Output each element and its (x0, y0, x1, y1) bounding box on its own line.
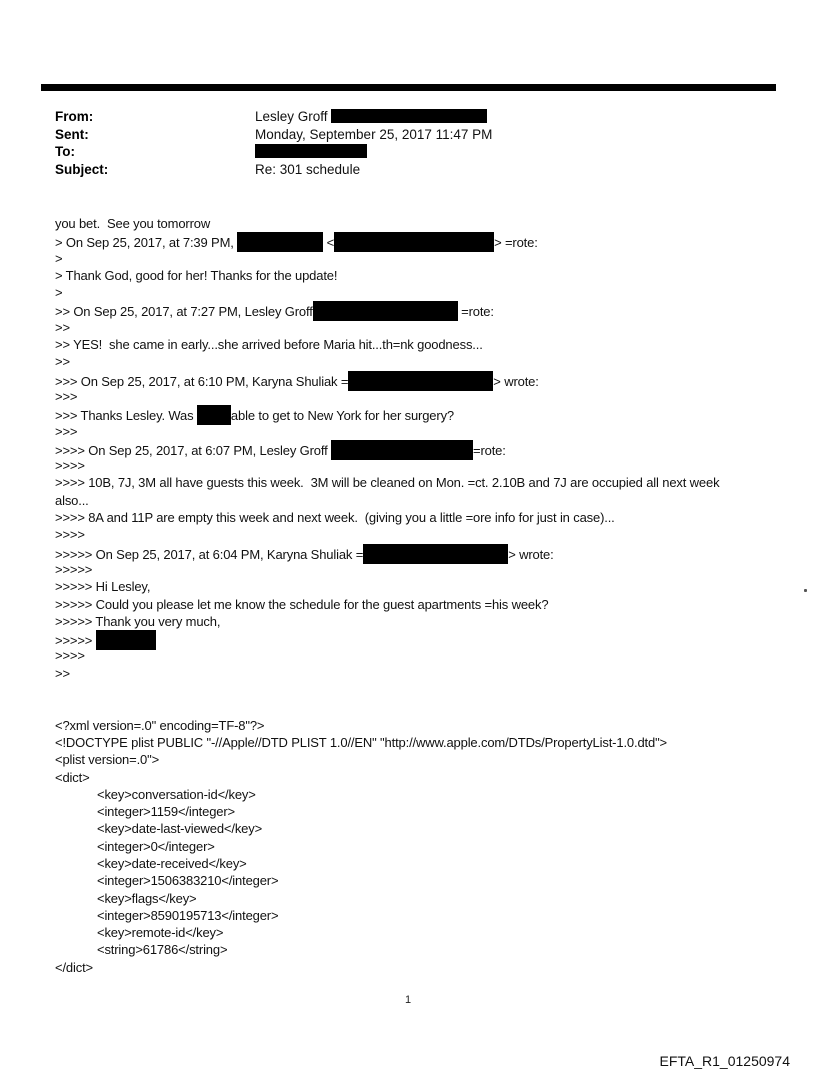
text-segment: <key>remote-id</key> (97, 925, 224, 941)
text-segment: > (55, 285, 63, 301)
body-line (55, 665, 805, 682)
body-line (55, 647, 805, 664)
text-segment: >>>> (55, 527, 85, 543)
body-line (55, 855, 805, 872)
text-segment: > (55, 250, 63, 266)
body-line (55, 890, 805, 907)
body-line (55, 405, 805, 422)
body-line (55, 924, 805, 941)
text-segment: <key>flags</key> (97, 890, 197, 906)
body-line (55, 440, 805, 457)
body-line (55, 578, 805, 595)
text-segment: able to get to New York for her surgery? (230, 408, 454, 424)
header-divider-bar (41, 84, 776, 91)
email-body (55, 215, 805, 976)
text-segment: <integer>1159</integer> (97, 804, 235, 820)
text-segment: <plist version=.0"> (55, 752, 160, 768)
text-segment: =rote: (473, 442, 506, 458)
text-segment: >>>>> Thank you very much, (55, 613, 221, 629)
text-segment: >>> (55, 388, 78, 404)
body-line (55, 941, 805, 958)
text-segment: >>>> 10B, 7J, 3M all have guests this week. 3M will be cleaned on Mon. =ct. 2.10B and 7J are occupied all next week (55, 475, 720, 491)
body-line (55, 838, 805, 855)
text-segment: <integer>8590195713</integer> (97, 907, 279, 923)
text-segment: > wrote: (493, 373, 539, 389)
text-segment: > Thank God, good for her! Thanks for the update! (55, 267, 338, 283)
body-line (55, 872, 805, 889)
text-segment: >>>> 8A and 11P are empty this week and next week. (giving you a little =ore info for just in case)... (55, 510, 615, 526)
body-line (55, 596, 805, 613)
header-field-label: Subject: (55, 161, 109, 177)
page-number: 1 (404, 994, 412, 1006)
body-line (55, 353, 805, 370)
text-segment: <?xml version=.0" encoding=TF-8"?> (55, 717, 265, 733)
redaction-bar (331, 109, 487, 123)
text-segment: >> (55, 319, 70, 335)
header-row (55, 108, 775, 126)
text-segment: >>>>> Hi Lesley, (55, 579, 151, 595)
header-row (55, 126, 775, 144)
header-field-value (255, 161, 360, 179)
text-segment: Lesley Groff (255, 109, 332, 124)
text-segment: >>>> (55, 648, 85, 664)
text-segment: >>> Thanks Lesley. Was (55, 408, 197, 424)
text-segment: <key>conversation-id</key> (97, 786, 256, 802)
body-line (55, 492, 805, 509)
body-line (55, 803, 805, 820)
header-field-label: Sent: (55, 126, 89, 142)
body-line (55, 284, 805, 301)
email-header (55, 108, 775, 178)
redaction-bar (313, 301, 458, 321)
body-line (55, 751, 805, 768)
text-segment: >>> (55, 423, 78, 439)
body-line (55, 907, 805, 924)
header-field-label: To: (55, 144, 75, 159)
header-row (55, 143, 775, 161)
text-segment: >>>>> On Sep 25, 2017, at 6:04 PM, Karyna Shuliak = (55, 546, 364, 562)
redaction-bar (348, 371, 493, 391)
text-segment: <integer>1506383210</integer> (97, 873, 279, 889)
text-segment: <dict> (55, 769, 90, 785)
body-line (55, 544, 805, 561)
redaction-bar (96, 630, 156, 650)
body-line (55, 613, 805, 630)
body-line (55, 336, 805, 353)
body-line (55, 820, 805, 837)
body-line (55, 959, 805, 976)
header-field-value (255, 126, 492, 144)
body-line (55, 371, 805, 388)
text-segment: > On Sep 25, 2017, at 7:39 PM, (55, 235, 238, 251)
text-segment: >> On Sep 25, 2017, at 7:27 PM, Lesley Groff (55, 304, 313, 320)
scan-artifact-dot (804, 589, 807, 592)
text-segment: >> (55, 354, 70, 370)
text-segment: Re: 301 schedule (255, 161, 361, 177)
redaction-bar (237, 232, 323, 252)
body-line (55, 267, 805, 284)
header-row (55, 161, 775, 179)
text-segment: <key>date-received</key> (97, 855, 247, 871)
text-segment: >>>>> Could you please let me know the schedule for the guest apartments =his week? (55, 596, 549, 612)
body-line (55, 301, 805, 318)
text-segment: <key>date-last-viewed</key> (97, 821, 263, 837)
text-segment: Monday, September 25, 2017 11:47 PM (255, 126, 493, 142)
text-segment: > wrote: (508, 546, 554, 562)
text-segment: <!DOCTYPE plist PUBLIC "-//Apple//DTD PLIST 1.0//EN" "http://www.apple.com/DTDs/PropertyList-1.0.dtd"> (55, 734, 667, 750)
redaction-bar (197, 405, 231, 425)
text-segment: <integer>0</integer> (97, 838, 215, 854)
text-segment: >>>> (55, 458, 85, 474)
text-segment: > =rote: (494, 235, 538, 251)
text-segment: < (323, 235, 335, 251)
body-line (55, 509, 805, 526)
text-segment: you bet. See you tomorrow (55, 216, 211, 231)
body-line (55, 474, 805, 491)
text-segment: >> (55, 665, 70, 681)
header-field-label: From: (55, 109, 94, 124)
text-segment: >>>> On Sep 25, 2017, at 6:07 PM, Lesley Groff (55, 442, 332, 458)
text-segment: >>>>> (55, 561, 93, 577)
redaction-bar (255, 144, 367, 158)
text-segment: <string>61786</string> (97, 942, 228, 958)
text-segment: >> YES! she came in early...she arrived before Maria hit...th=nk goodness... (55, 337, 483, 353)
text-segment: </dict> (55, 959, 93, 975)
redaction-bar (334, 232, 494, 252)
redaction-bar (331, 440, 473, 460)
header-field-value (255, 143, 367, 161)
body-line (55, 423, 805, 440)
header-field-value (255, 108, 487, 126)
body-line (55, 232, 805, 249)
body-line (55, 769, 805, 786)
body-line (55, 734, 805, 751)
text-segment: >>>>> (55, 633, 96, 649)
body-line (55, 717, 805, 734)
body-line (55, 215, 805, 232)
text-segment: >>> On Sep 25, 2017, at 6:10 PM, Karyna Shuliak = (55, 373, 349, 389)
body-line (55, 786, 805, 803)
bates-number: EFTA_R1_01250974 (659, 1053, 790, 1069)
redaction-bar (363, 544, 508, 564)
body-line (55, 630, 805, 647)
body-line (55, 699, 805, 716)
text-segment: =rote: (457, 304, 494, 320)
body-line (55, 682, 805, 699)
body-line (55, 526, 805, 543)
text-segment: also... (55, 492, 89, 508)
